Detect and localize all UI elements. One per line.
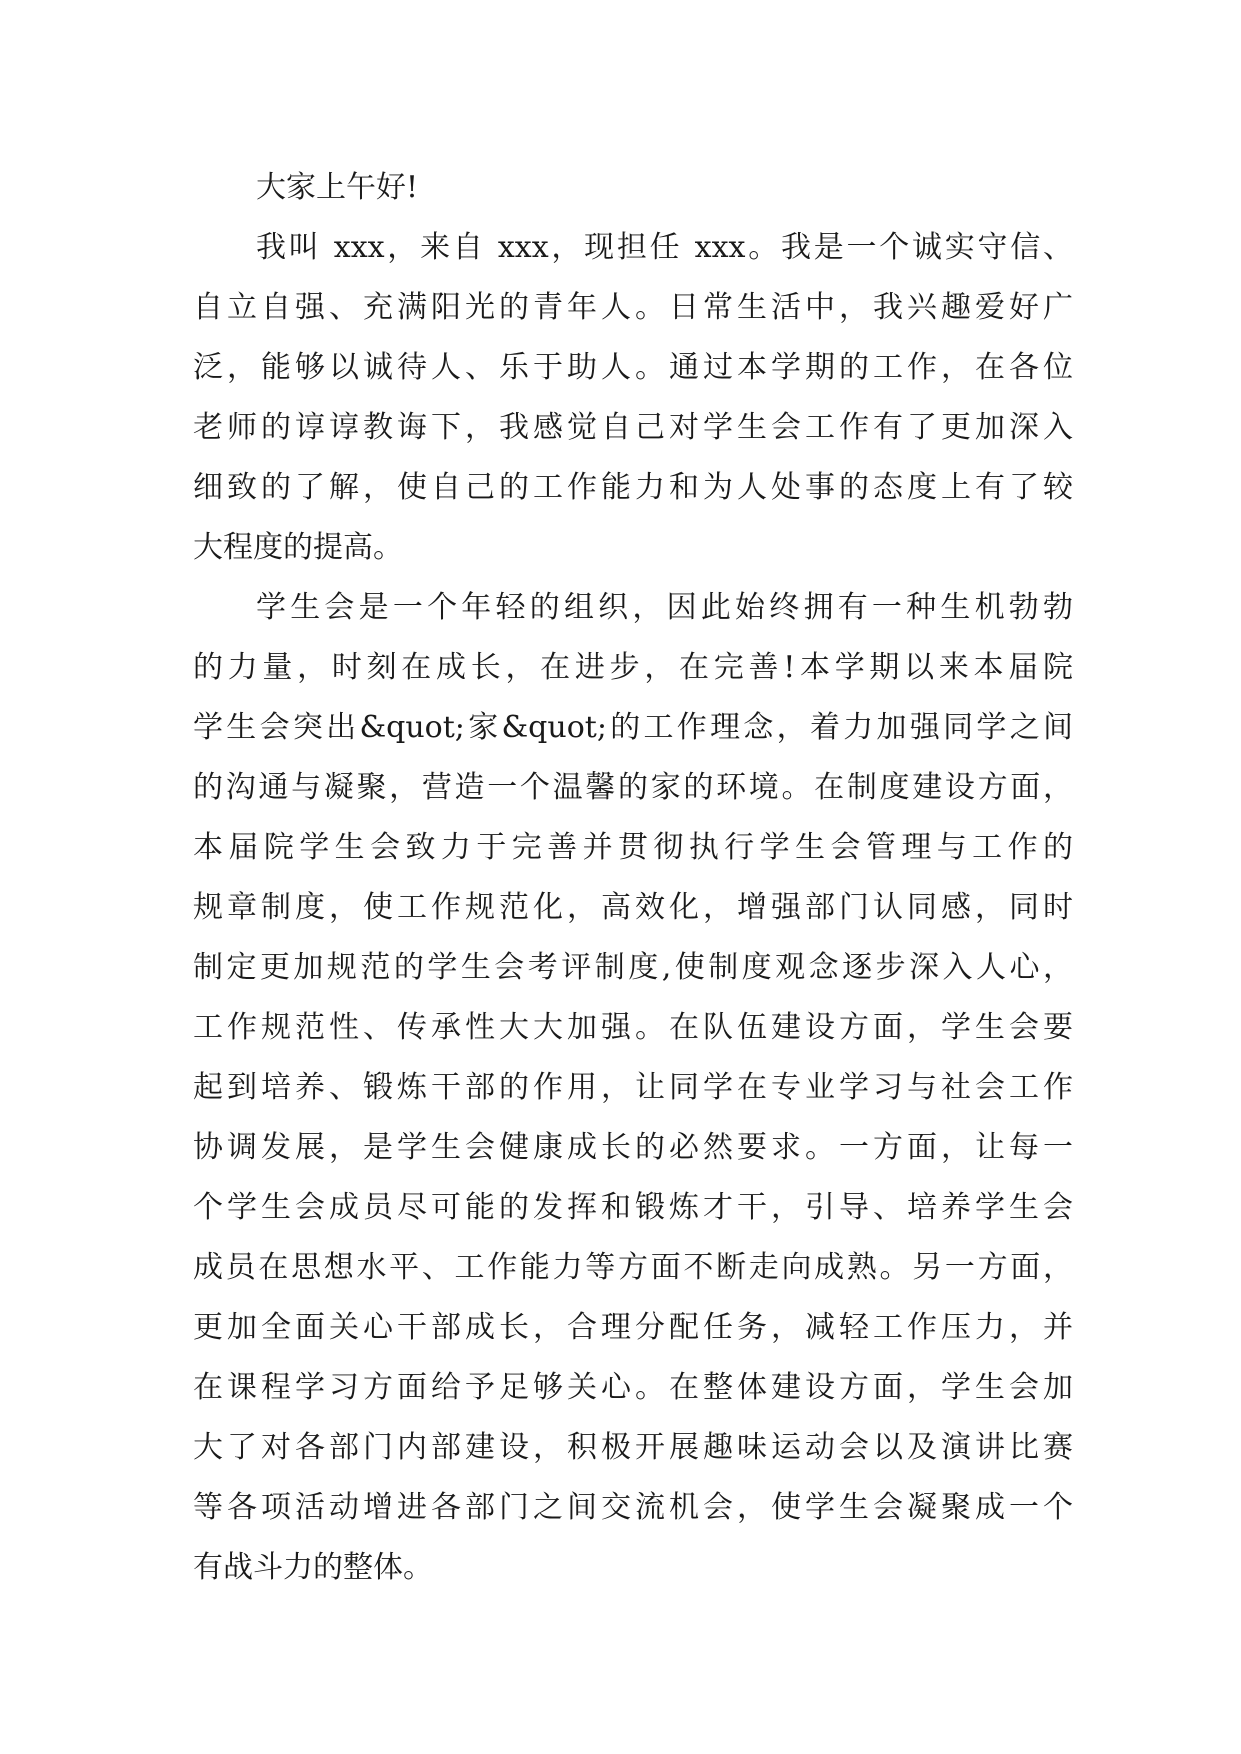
text-line: 更加全面关心干部成长，合理分配任务，减轻工作压力，并: [193, 1310, 1073, 1345]
text-line: 泛，能够以诚待人、乐于助人。通过本学期的工作，在各位: [193, 350, 1073, 385]
text-line: 大了对各部门内部建设，积极开展趣味运动会以及演讲比赛: [193, 1430, 1073, 1465]
text-line: 的沟通与凝聚，营造一个温馨的家的环境。在制度建设方面，: [193, 770, 1073, 805]
text-line: 学生会突出&quot;家&quot;的工作理念，着力加强同学之间: [193, 710, 1073, 745]
text-line: 细致的了解，使自己的工作能力和为人处事的态度上有了较: [193, 470, 1073, 505]
text-line: 自立自强、充满阳光的青年人。日常生活中，我兴趣爱好广: [193, 290, 1073, 325]
text-line: 大家上午好!: [256, 170, 419, 205]
text-line: 在课程学习方面给予足够关心。在整体建设方面，学生会加: [193, 1370, 1073, 1405]
text-line: 个学生会成员尽可能的发挥和锻炼才干，引导、培养学生会: [193, 1190, 1073, 1225]
text-line: 有战斗力的整体。: [193, 1550, 433, 1585]
document-body: [193, 158, 1073, 1598]
text-line: 成员在思想水平、工作能力等方面不断走向成熟。另一方面，: [193, 1250, 1073, 1285]
text-line: 本届院学生会致力于完善并贯彻执行学生会管理与工作的: [193, 830, 1073, 865]
text-line: 大程度的提高。: [193, 530, 403, 565]
text-line: 老师的谆谆教诲下，我感觉自己对学生会工作有了更加深入: [193, 410, 1073, 445]
text-line: 起到培养、锻炼干部的作用，让同学在专业学习与社会工作: [193, 1070, 1073, 1105]
text-line: 规章制度，使工作规范化，高效化，增强部门认同感，同时: [193, 890, 1073, 925]
text-line: 协调发展，是学生会健康成长的必然要求。一方面，让每一: [193, 1130, 1073, 1165]
text-line: 的力量，时刻在成长，在进步，在完善!本学期以来本届院: [193, 650, 1073, 685]
text-line: 制定更加规范的学生会考评制度,使制度观念逐步深入人心，: [193, 950, 1073, 985]
text-line: 等各项活动增进各部门之间交流机会，使学生会凝聚成一个: [193, 1490, 1073, 1525]
text-line: 我叫 xxx，来自 xxx，现担任 xxx。我是一个诚实守信、: [256, 230, 1073, 265]
text-line: 学生会是一个年轻的组织，因此始终拥有一种生机勃勃: [256, 590, 1073, 625]
text-line: 工作规范性、传承性大大加强。在队伍建设方面，学生会要: [193, 1010, 1073, 1045]
